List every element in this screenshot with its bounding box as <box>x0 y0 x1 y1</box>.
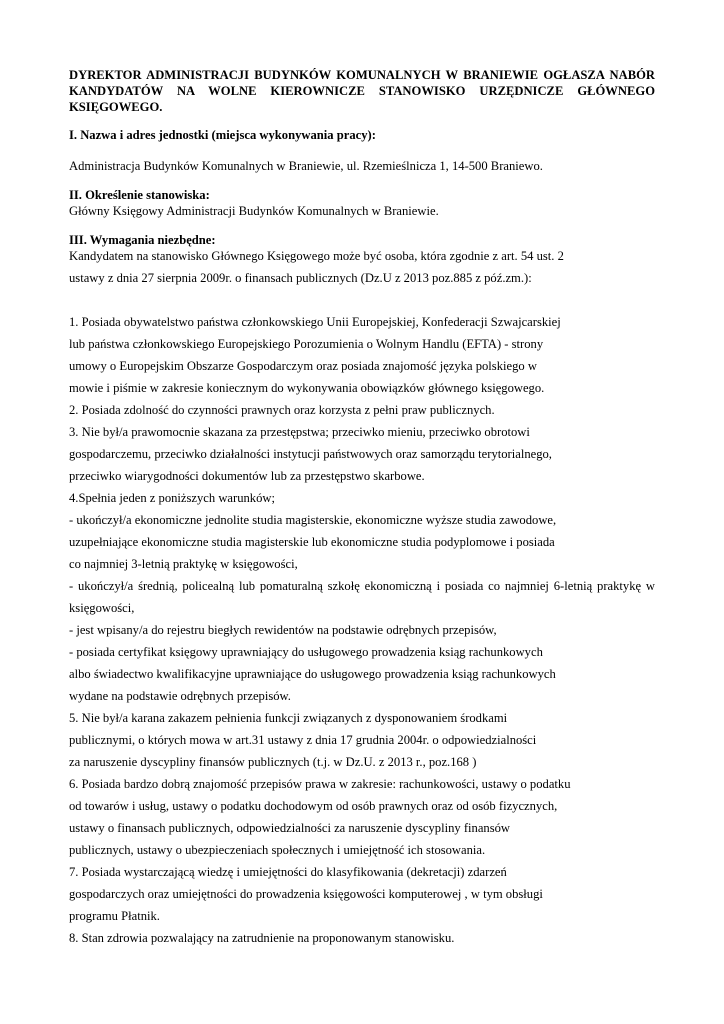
requirement-line: umowy o Europejskim Obszarze Gospodarczym oraz posiada znajomość języka polskiego w <box>69 359 537 373</box>
document-title <box>69 67 655 115</box>
section-2-heading: II. Określenie stanowiska: <box>69 188 210 202</box>
title-line: KANDYDATÓW NA WOLNE KIEROWNICZE STANOWISKO URZĘDNICZE GŁÓWNEGO <box>69 84 655 98</box>
requirement-line: 7. Posiada wystarczającą wiedzę i umiejętności do klasyfikowania (dekretacji) zdarzeń <box>69 865 507 879</box>
requirement-line: publicznymi, o których mowa w art.31 ustawy z dnia 17 grudnia 2004r. o odpowiedzialności <box>69 733 537 747</box>
requirement-line: - ukończył/a ekonomiczne jednolite studia magisterskie, ekonomiczne wyższe studia zawodowe, <box>69 513 557 527</box>
requirement-line: 2. Posiada zdolność do czynności prawnych oraz korzysta z pełni praw publicznych. <box>69 403 495 417</box>
requirement-line: 4.Spełnia jeden z poniższych warunków; <box>69 491 275 505</box>
requirement-line: lub państwa członkowskiego Europejskiego Porozumienia o Wolnym Handlu (EFTA) - strony <box>69 337 544 351</box>
requirement-line: za naruszenie dyscypliny finansów publicznych (t.j. w Dz.U. z 2013 r., poz.168 ) <box>69 755 477 769</box>
requirement-line: programu Płatnik. <box>69 909 160 923</box>
requirement-line: mowie i piśmie w zakresie koniecznym do wykonywania obowiązków głównego księgowego. <box>69 381 545 395</box>
title-line: KSIĘGOWEGO. <box>69 100 163 114</box>
requirement-line: od towarów i usług, ustawy o podatku dochodowym od osób prawnych oraz od osób fizycznych, <box>69 799 558 813</box>
requirement-line: wydane na podstawie odrębnych przepisów. <box>69 689 291 703</box>
title-line: DYREKTOR ADMINISTRACJI BUDYNKÓW KOMUNALNYCH W BRANIEWIE OGŁASZA NABÓR <box>69 68 655 82</box>
requirement-line: gospodarczych oraz umiejętności do prowadzenia księgowości komputerowej , w tym obsługi <box>69 887 543 901</box>
requirement-line: - ukończył/a średnią, policealną lub pomaturalną szkołę ekonomiczną i posiada co najmniej 6-letnią praktykę w <box>69 579 655 593</box>
requirement-line: 1. Posiada obywatelstwo państwa członkowskiego Unii Europejskiej, Konfederacji Szwajcarskiej <box>69 315 561 329</box>
requirement-line: albo świadectwo kwalifikacyjne uprawniające do usługowego prowadzenia ksiąg rachunkowych <box>69 667 556 681</box>
requirement-line: 5. Nie był/a karana zakazem pełnienia funkcji związanych z dysponowaniem środkami <box>69 711 508 725</box>
requirement-line: publicznych, ustawy o ubezpieczeniach społecznych i umiejętność ich stosowania. <box>69 843 486 857</box>
requirement-line: 8. Stan zdrowia pozwalający na zatrudnienie na proponowanym stanowisku. <box>69 931 455 945</box>
requirement-line: przeciwko wiarygodności dokumentów lub za przestępstwo skarbowe. <box>69 469 425 483</box>
requirement-line: ustawy o finansach publicznych, odpowiedzialności za naruszenie dyscypliny finansów <box>69 821 511 835</box>
section-3-intro-line: Kandydatem na stanowisko Głównego Księgowego może być osoba, która zgodnie z art. 54 ust. 2 <box>69 249 564 263</box>
requirement-line: 6. Posiada bardzo dobrą znajomość przepisów prawa w zakresie: rachunkowości, ustawy o podatku <box>69 777 571 791</box>
requirement-line: księgowości, <box>69 601 135 615</box>
requirement-line: - jest wpisany/a do rejestru biegłych rewidentów na podstawie odrębnych przepisów, <box>69 623 497 637</box>
section-1-heading: I. Nazwa i adres jednostki (miejsca wykonywania pracy): <box>69 128 376 142</box>
requirement-line: gospodarczemu, przeciwko działalności instytucji państwowych oraz samorządu terytorialnego, <box>69 447 552 461</box>
section-1-text: Administracja Budynków Komunalnych w Braniewie, ul. Rzemieślnicza 1, 14-500 Braniewo. <box>69 159 543 173</box>
section-3-heading: III. Wymagania niezbędne: <box>69 233 216 247</box>
section-2-text: Główny Księgowy Administracji Budynków Komunalnych w Braniewie. <box>69 204 439 218</box>
requirement-line: 3. Nie był/a prawomocnie skazana za przestępstwa; przeciwko mieniu, przeciwko obrotowi <box>69 425 530 439</box>
requirement-line: co najmniej 3-letnią praktykę w księgowości, <box>69 557 298 571</box>
section-3-intro-line: ustawy z dnia 27 sierpnia 2009r. o finansach publicznych (Dz.U z 2013 poz.885 z póź.zm.): <box>69 271 532 285</box>
requirement-line: uzupełniające ekonomiczne studia magisterskie lub ekonomiczne studia podyplomowe i posiada <box>69 535 555 549</box>
requirement-line: - posiada certyfikat księgowy uprawniający do usługowego prowadzenia ksiąg rachunkowych <box>69 645 543 659</box>
